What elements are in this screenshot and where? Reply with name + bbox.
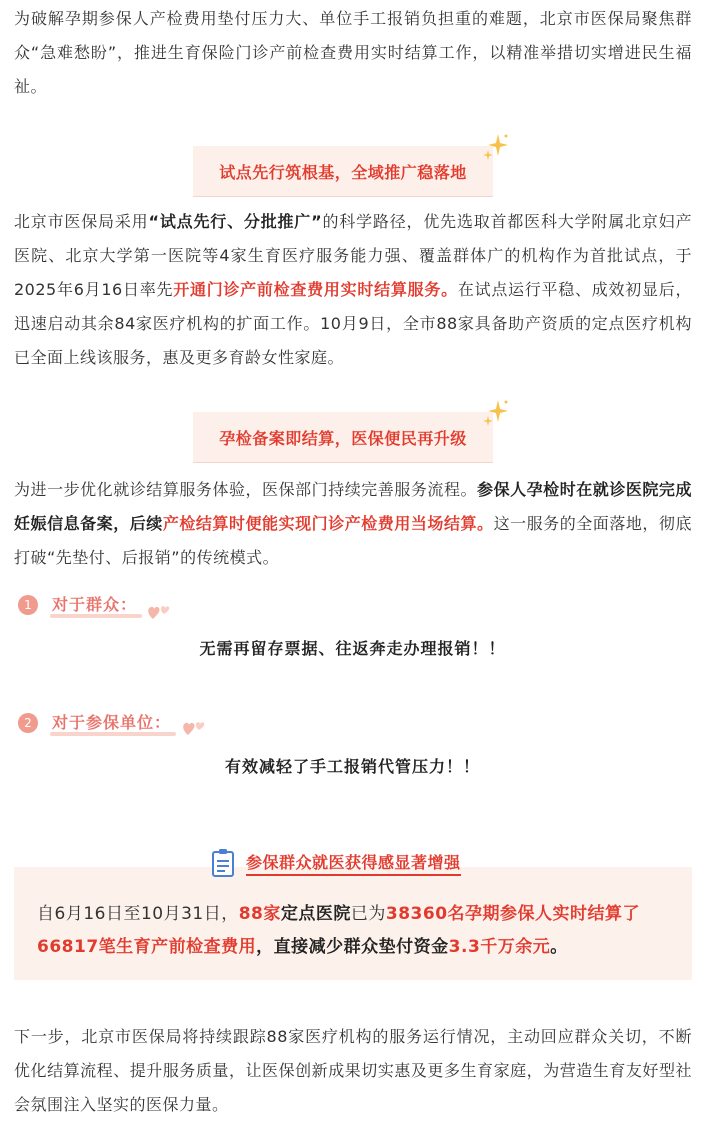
heading-underline xyxy=(50,614,142,618)
highlight-title: 参保群众就医获得感显著增强 xyxy=(246,850,461,876)
text-span: 这一服务的全面落地，彻底打破“先垫付、后报销”的传统模式。 xyxy=(14,514,692,567)
section-title-pilot xyxy=(193,146,493,197)
highlight-phrase: 38360名孕期参保人实时结算了66817笔生育产前检查费用 xyxy=(37,904,641,957)
highlight-phrase: 开通门诊产前检查费用实时结算服务。 xyxy=(173,280,458,299)
document-icon xyxy=(212,849,234,877)
text-span: 的科学路径，优先选取首都医科大学附属北京妇产医院、北京大学第一医院等4家生育医疗服务能力强、覆盖群体广的机构作为首批试点，于2025年6月16日率先 xyxy=(14,212,692,299)
text-span: 自6月16日至10月31日， xyxy=(37,904,239,924)
text-span: 已为 xyxy=(350,904,386,924)
bold-phrase: 参保人孕检时在就诊医院完成妊娠信息备案，后续 xyxy=(14,480,692,533)
number-badge: 2 xyxy=(18,713,38,733)
bold-phrase: 。 xyxy=(550,937,568,957)
bold-phrase: 定点医院 xyxy=(280,904,351,924)
highlight-phrase: 3.3千万余元 xyxy=(448,937,551,957)
sparkle-icon xyxy=(482,132,510,162)
section1-paragraph xyxy=(14,205,692,375)
text-span: 在试点运行平稳、成效初显后，迅速启动其余84家医疗机构的扩面工作。10月9日，全市88家具备助产资质的定点医疗机构已全面上线该服务，惠及更多育龄女性家庭。 xyxy=(14,280,692,367)
heading-underline xyxy=(50,732,176,736)
sparkle-icon xyxy=(482,398,510,428)
outro-paragraph: 下一步，北京市医保局将持续跟踪88家医疗机构的服务运行情况，主动回应群众关切，不断优化结算流程、提升服务质量，让医保创新成果切实惠及更多生育家庭，为营造生育友好型社会氛围注入坚实的医保力量。 xyxy=(14,1027,692,1114)
section2-paragraph xyxy=(14,473,692,575)
bold-phrase: ，直接减少群众垫付资金 xyxy=(256,937,449,957)
highlight-panel xyxy=(14,867,692,980)
highlight-phrase: 产检结算时便能实现门诊产检费用当场结算。 xyxy=(162,514,494,533)
section-title-filing xyxy=(193,412,493,463)
benefit-heading-public: 对于群众： xyxy=(52,595,138,614)
section-title-text: 孕检备案即结算，医保便民再升级 xyxy=(219,428,467,448)
benefit-text-public: 无需再留存票据、往返奔走办理报销！！ xyxy=(199,639,506,658)
heart-icon xyxy=(181,718,207,738)
text-span: 为进一步优化就诊结算服务体验，医保部门持续完善服务流程。 xyxy=(14,480,478,499)
highlight-text xyxy=(37,898,673,964)
intro-paragraph: 为破解孕期参保人产检费用垫付压力大、单位手工报销负担重的难题，北京市医保局聚焦群众“急难愁盼”，推进生育保险门诊产前检查费用实时结算工作，以精准举措切实增进民生福祉。 xyxy=(14,9,692,96)
heart-icon xyxy=(146,602,172,622)
section-title-text: 试点先行筑根基，全域推广稳落地 xyxy=(219,162,467,182)
benefit-heading-employer: 对于参保单位： xyxy=(52,713,172,732)
bold-phrase: “试点先行、分批推广” xyxy=(148,212,323,231)
number-badge: 1 xyxy=(18,595,38,615)
benefit-text-employer: 有效减轻了手工报销代管压力！！ xyxy=(224,757,480,776)
text-span: 北京市医保局采用 xyxy=(14,212,149,231)
highlight-phrase: 88家 xyxy=(238,904,281,924)
